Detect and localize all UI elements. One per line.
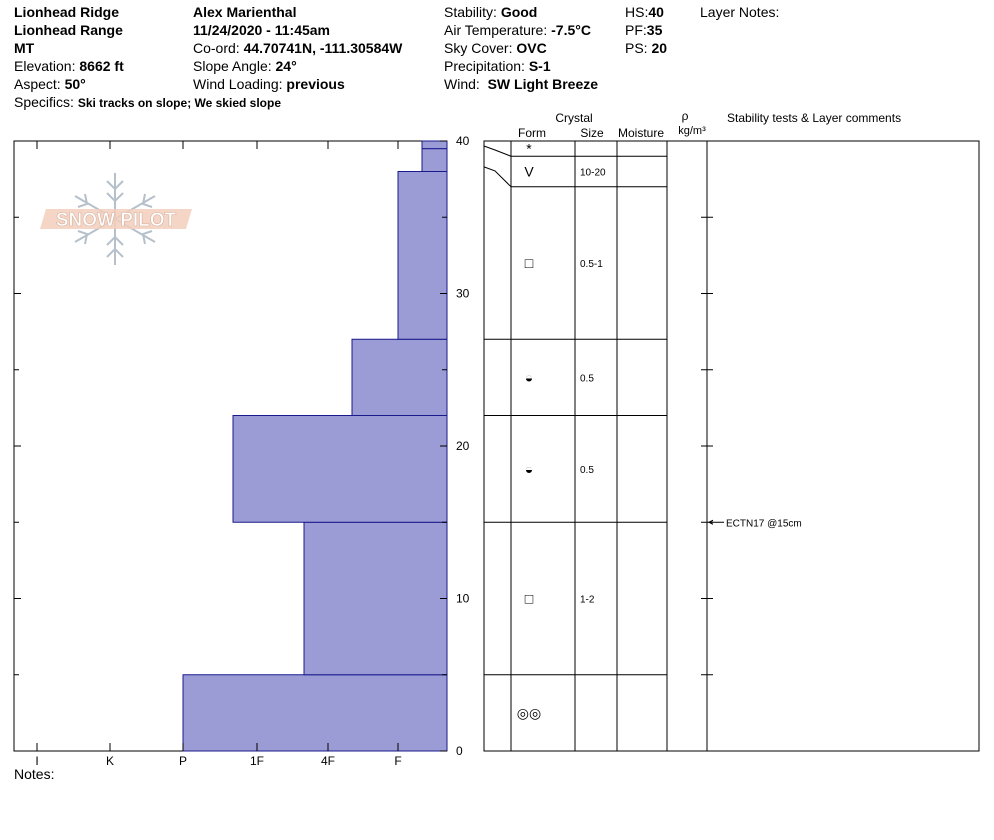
wind-loading-value: previous — [286, 76, 345, 92]
profile-table-frame — [484, 141, 979, 751]
range-name: Lionhead Range — [14, 22, 123, 38]
ps-value: 20 — [651, 40, 668, 56]
rho-header: ρ — [681, 109, 689, 123]
layer-notes-label: Layer Notes: — [700, 4, 780, 20]
aspect-value: 50° — [64, 76, 86, 92]
stability-test-label-0: ECTN17 @15cm — [726, 518, 802, 530]
layer-form-5: □ — [524, 590, 534, 607]
layer-connector-1 — [484, 167, 511, 187]
sky-value: OVC — [516, 40, 547, 56]
coord-value: 44.70741N, -111.30584W — [243, 40, 403, 56]
hardness-label-P: P — [178, 754, 188, 768]
layer-form-6: ◎◎ — [516, 704, 542, 721]
depth-axis — [456, 134, 470, 758]
sky-label: Sky Cover: — [444, 40, 513, 56]
stability-label: Stability: — [444, 4, 497, 20]
hardness-label-1F: 1F — [249, 754, 265, 768]
size-header: Size — [580, 126, 604, 140]
layer-form-3: ◒ — [524, 369, 534, 386]
depth-label-0: 0 — [456, 744, 463, 758]
hardness-bar-6 — [422, 141, 447, 149]
layer-form-4: ◒ — [524, 460, 534, 477]
layer-size-3: 0.5 — [580, 373, 594, 385]
notes-label: Notes: — [14, 766, 55, 782]
hardness-bar-1 — [304, 522, 447, 675]
logo-text: SNOW PILOT — [55, 210, 177, 231]
depth-label-30: 30 — [456, 286, 470, 301]
layer-form-2: □ — [524, 255, 534, 271]
hardness-bar-2 — [233, 416, 447, 523]
location-name: Lionhead Ridge — [14, 4, 119, 20]
snowpilot-logo — [40, 173, 192, 265]
hardness-bars — [183, 141, 447, 751]
specifics-value: Ski tracks on slope; We skied slope — [77, 96, 281, 110]
precip-value: S-1 — [528, 58, 551, 74]
hardness-bar-5 — [422, 149, 447, 172]
wind-label: Wind: — [444, 76, 480, 92]
hardness-bar-3 — [352, 339, 447, 415]
specifics-label: Specifics: — [14, 94, 74, 110]
moisture-header: Moisture — [617, 126, 665, 140]
depth-label-20: 20 — [456, 439, 470, 453]
hardness-bar-4 — [398, 172, 447, 340]
pf-value: 35 — [646, 22, 663, 38]
depth-label-40: 40 — [456, 134, 470, 148]
elevation-label: Elevation: — [14, 58, 76, 74]
hardness-label-K: K — [105, 754, 115, 768]
observer-name: Alex Marienthal — [193, 4, 297, 20]
layer-size-4: 0.5 — [580, 464, 594, 476]
form-header: Form — [518, 126, 546, 140]
ps-label: PS: — [625, 40, 648, 56]
stability-tests — [709, 518, 802, 529]
air-temp-label: Air Temperature: — [444, 22, 548, 38]
wind-value: SW Light Breeze — [487, 76, 599, 92]
slope-label: Slope Angle: — [193, 58, 272, 74]
hardness-label-F: F — [394, 754, 402, 768]
density-unit-header: kg/m³ — [678, 125, 706, 137]
layer-size-2: 0.5-1 — [580, 259, 603, 270]
hs-label: HS: — [625, 4, 649, 20]
coord-label: Co-ord: — [193, 40, 240, 56]
aspect-label: Aspect: — [14, 76, 61, 92]
layer-form-0: * — [526, 140, 532, 157]
observation-datetime: 11/24/2020 - 11:45am — [193, 22, 331, 38]
layer-size-5: 1-2 — [580, 594, 595, 606]
layer-size-1: 10-20 — [580, 167, 606, 179]
state-name: MT — [14, 40, 35, 56]
hardness-label-4F: 4F — [320, 754, 336, 768]
crystal-header: Crystal — [555, 111, 593, 125]
precip-label: Precipitation: — [444, 58, 525, 74]
elevation-value: 8662 ft — [79, 58, 124, 74]
stability-comments-header: Stability tests & Layer comments — [727, 111, 902, 125]
hs-value: 40 — [648, 4, 664, 20]
hardness-bar-0 — [183, 675, 447, 751]
layer-form-1: V — [524, 163, 534, 180]
pf-label: PF: — [625, 22, 647, 38]
wind-loading-label: Wind Loading: — [193, 76, 283, 92]
depth-label-10: 10 — [456, 591, 470, 606]
hardness-label-I: I — [35, 754, 39, 768]
layer-connector-0 — [484, 146, 511, 156]
slope-value: 24° — [275, 58, 297, 74]
stability-value: Good — [500, 4, 538, 20]
air-temp-value: -7.5°C — [551, 22, 591, 38]
